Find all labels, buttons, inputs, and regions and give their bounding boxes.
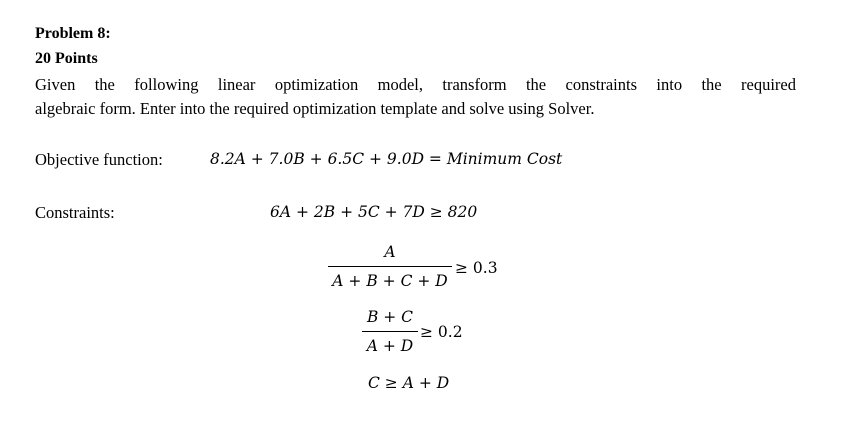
constraint-2-fraction	[328, 242, 452, 291]
constraint-4: C ≥ A + D	[368, 374, 450, 392]
constraint-2-rhs: ≥ 0.3	[455, 259, 498, 277]
objective-expression: 8.2A + 7.0B + 6.5C + 9.0D = Minimum Cost	[210, 150, 563, 168]
problem-intro	[35, 75, 796, 119]
fraction-bar	[362, 331, 418, 332]
intro-line-1: Given the following linear optimization model, transform the constraints into the required	[35, 75, 796, 94]
constraints-label: Constraints:	[35, 203, 115, 222]
constraint-3-rhs: ≥ 0.2	[420, 323, 463, 341]
objective-label: Objective function:	[35, 150, 163, 169]
intro-line-2: algebraic form. Enter into the required optimization template and solve using Solver.	[35, 99, 595, 118]
fraction-bar	[328, 266, 452, 267]
constraint-3-fraction	[362, 307, 418, 356]
constraint-2-denominator: A + B + C + D	[332, 272, 448, 290]
constraint-1: 6A + 2B + 5C + 7D ≥ 820	[270, 203, 478, 221]
problem-title: Problem 8:	[35, 25, 111, 42]
problem-points: 20 Points	[35, 50, 98, 67]
constraint-3-denominator: A + D	[366, 337, 414, 355]
constraint-3-numerator: B + C	[366, 308, 414, 326]
constraint-2-numerator: A	[384, 243, 396, 261]
